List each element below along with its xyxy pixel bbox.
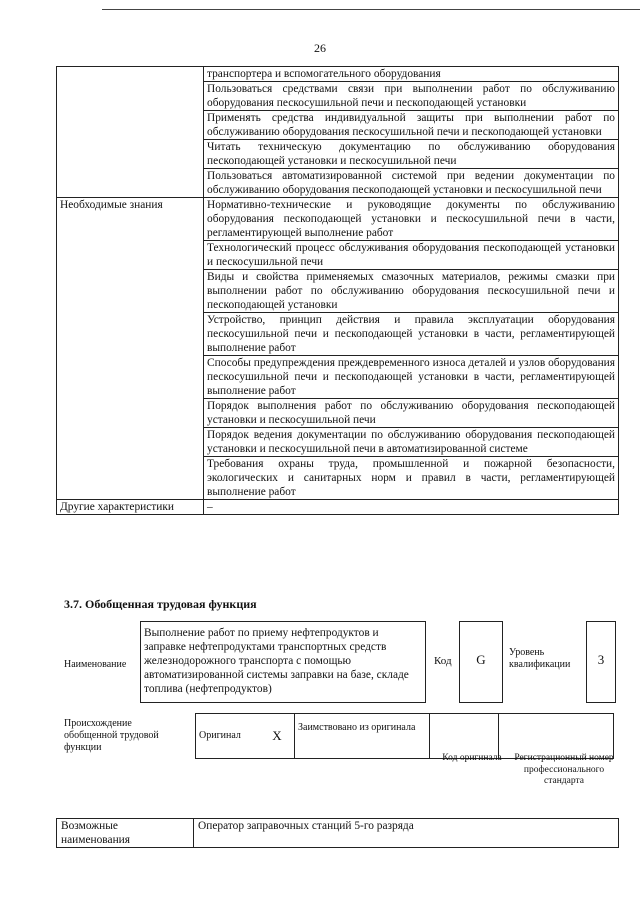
table-cell: Требования охраны труда, промышленной и пожарной безопасности, экологических и санитарных норм и правил в части, регламентирующей выполнение работ (204, 457, 619, 500)
table-row (57, 500, 619, 515)
table-cell: Читать техническую документацию по обслуживанию оборудования пескоподающей установки и пескосушильной печи (204, 140, 619, 169)
table-cell: Виды и свойства применяемых смазочных материалов, режимы смазки при выполнении работ по обслуживанию оборудования пескосушильной печи и пескоподающей установки (204, 270, 619, 313)
page-number: 26 (314, 41, 326, 55)
borrowed-label: Заимствовано из оригинала (295, 714, 430, 759)
section-title: 3.7. Обобщенная трудовая функция (64, 597, 257, 611)
table-cell: – (204, 500, 619, 515)
table-cell: Порядок выполнения работ по обслуживанию оборудования пескоподающей установки и пескосушильной печи (204, 399, 619, 428)
reg-number-cell (499, 714, 614, 759)
row-label-other: Другие характеристики (57, 500, 204, 515)
origin-label: Происхождение обобщенной трудовой функции (64, 718, 159, 753)
code-box (459, 621, 503, 703)
skills-table (56, 66, 619, 515)
table-cell: Нормативно-технические и руководящие документы по обслуживанию оборудования пескоподающей установки и пескосушильной печи в части, регламентирующей выполнение работ (204, 198, 619, 241)
level-box (586, 621, 616, 703)
level-value: 3 (597, 652, 605, 667)
table-cell: Способы предупреждения преждевременного износа деталей и узлов оборудования пескосушильной печи и пескоподающей установки в части, регламентирующей выполнение работ (204, 356, 619, 399)
table-row (57, 819, 619, 848)
table-cell: Пользоваться средствами связи при выполнении работ по обслуживанию оборудования пескосушильной печи и пескоподающей установки (204, 82, 619, 111)
original-mark: X (260, 714, 295, 759)
table-cell: транспортера и вспомогательного оборудования (204, 67, 619, 82)
table-row (57, 67, 619, 82)
possible-names-table (56, 818, 619, 848)
table-row (196, 714, 614, 759)
row-label (57, 67, 204, 198)
table-row (57, 198, 619, 241)
code-label: Код (434, 655, 452, 667)
original-label: Оригинал (196, 714, 261, 759)
code-original-cell (430, 714, 499, 759)
possible-names-value: Оператор заправочных станций 5-го разряда (194, 819, 619, 848)
table-cell: Применять средства индивидуальной защиты при выполнении работ по обслуживанию оборудования пескосушильной печи и пескоподающей установки (204, 111, 619, 140)
level-label: Уровень квалификации (509, 647, 571, 670)
row-label-knowledge: Необходимые знания (57, 198, 204, 500)
top-rule (102, 9, 640, 10)
name-label: Наименование (64, 659, 127, 670)
table-cell: Технологический процесс обслуживания оборудования пескоподающей установки и пескосушильной печи (204, 241, 619, 270)
table-cell: Пользоваться автоматизированной системой при ведении документации по обслуживанию оборудования пескоподающей установки и пескосушильной печи (204, 169, 619, 198)
code-value: G (476, 652, 486, 667)
function-name-box (140, 621, 426, 703)
function-name-value: Выполнение работ по приему нефтепродуктов и заправке нефтепродуктами транспортных средств железнодорожного транспорта с помощью автоматизированной системы заправки на базе, складе топлива (нефтепродуктов) (144, 627, 409, 695)
possible-names-label: Возможные наименования (57, 819, 194, 848)
code-original-caption: Код оригинала (442, 753, 502, 763)
table-cell: Устройство, принцип действия и правила эксплуатации оборудования пескосушильной печи и пескоподающей установки в части, регламентирующей выполнение работ (204, 313, 619, 356)
reg-number-caption: Регистрационный номер профессионального стандарта (514, 753, 614, 786)
table-cell: Порядок ведения документации по обслуживанию оборудования пескоподающей установки и пескосушильной печи в автоматизированной системе (204, 428, 619, 457)
